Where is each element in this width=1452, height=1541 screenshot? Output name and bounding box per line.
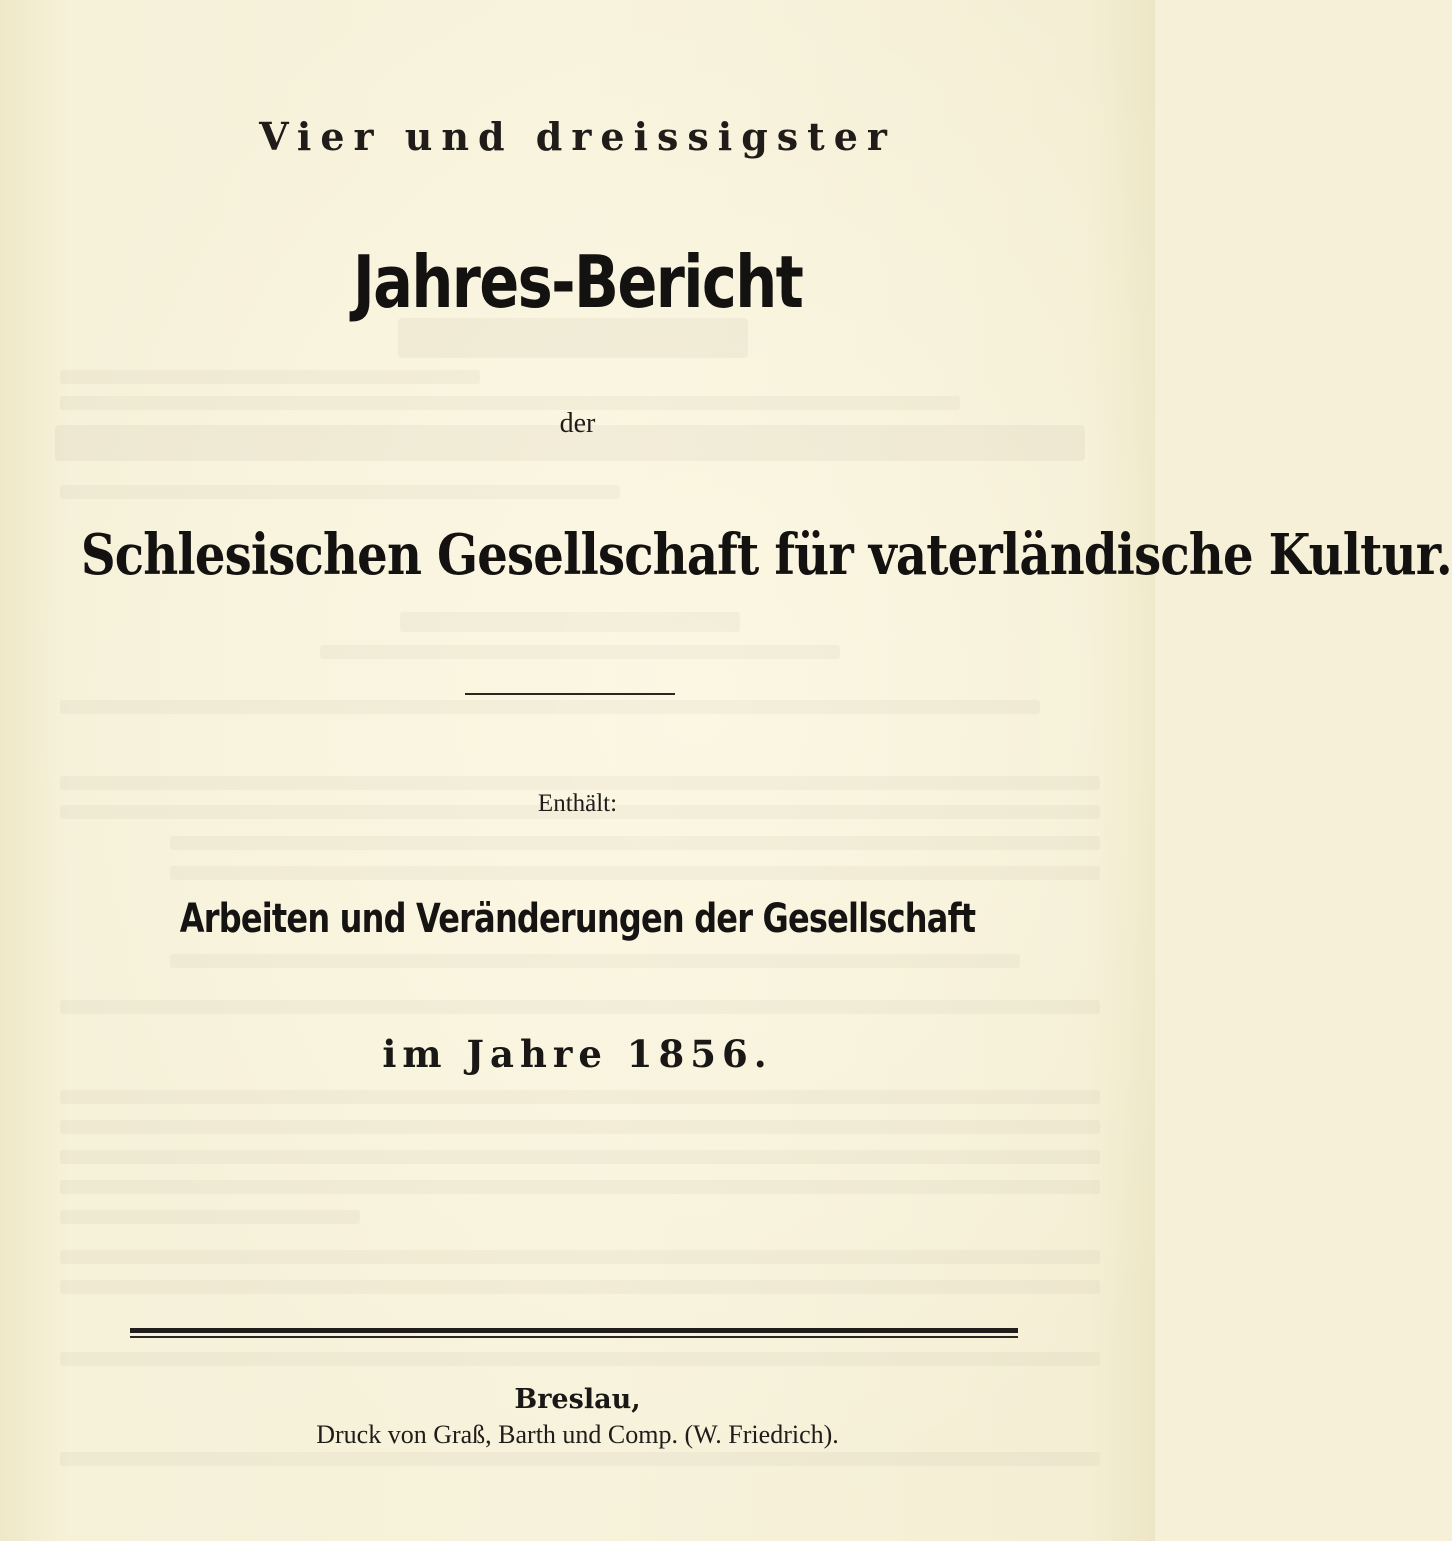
double-divider-rule — [130, 1328, 1018, 1339]
report-title: Jahres-Bericht — [352, 240, 803, 324]
contains-label: Enthält: — [537, 790, 618, 817]
year-line: im Jahre 1856. — [382, 1032, 773, 1076]
short-divider-rule — [465, 693, 675, 695]
thin-rule — [130, 1336, 1018, 1338]
contents-heading: Arbeiten und Veränderungen der Gesellschaft — [179, 896, 976, 942]
society-name: Schlesischen Gesellschaft für vaterländische Kultur. — [80, 522, 1452, 588]
imprint-city: Breslau, — [514, 1384, 641, 1415]
imprint-printer: Druck von Graß, Barth und Comp. (W. Friedrich). — [316, 1420, 839, 1449]
ordinal-line: Vier und dreissigster — [259, 114, 896, 159]
connector-word: der — [559, 408, 596, 439]
thick-rule — [130, 1328, 1018, 1333]
